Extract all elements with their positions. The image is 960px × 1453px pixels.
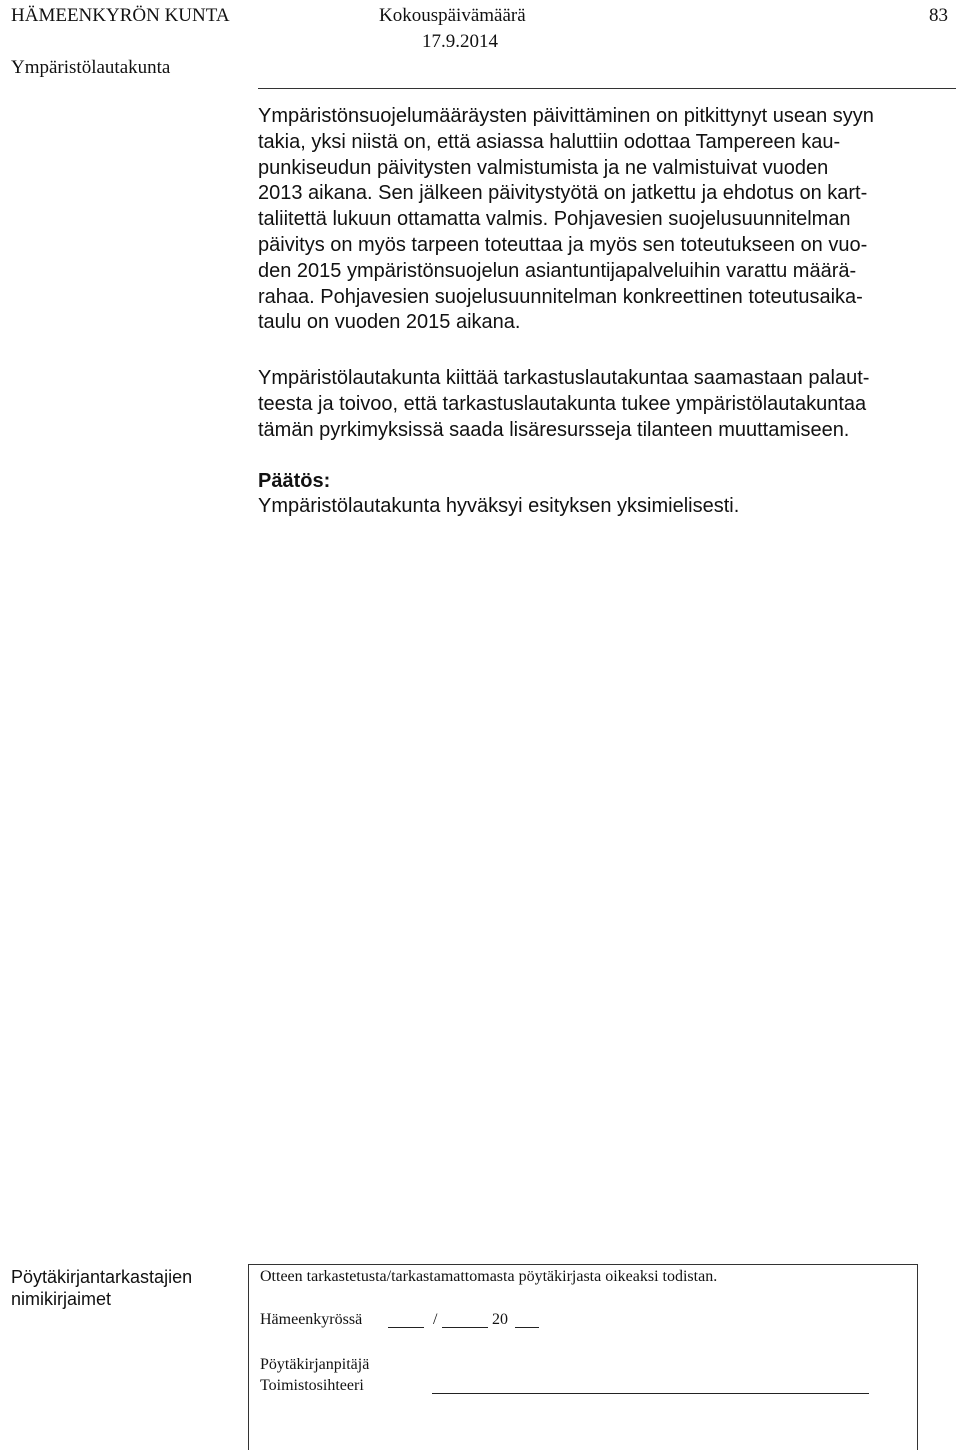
initials-label (11, 1266, 192, 1310)
initials-label-line: Pöytäkirjantarkastajien (11, 1267, 193, 1287)
decision-text: Ympäristölautakunta hyväksyi esityksen yksimielisesti. (258, 495, 740, 517)
date-separator: / (433, 1311, 438, 1328)
secretary-title: Toimistosihteeri (260, 1377, 364, 1394)
paragraph-line: rahaa. Pohjavesien suojelusuunnitelman konkreettinen toteutusaika- (258, 285, 863, 308)
initials-label-line: nimikirjaimet (11, 1289, 112, 1309)
paragraph-line: 2013 aikana. Sen jälkeen päivitystyötä on jatkettu ja ehdotus on kart- (258, 182, 868, 205)
meeting-date-label: Kokouspäivämäärä (379, 5, 526, 26)
paragraph-1 (258, 104, 958, 336)
certification-text: Otteen tarkastetusta/tarkastamattomasta pöytäkirjasta oikeaksi todistan. (260, 1268, 718, 1285)
paragraph-line: päivitys on myös tarpeen toteuttaa ja myös sen toteutukseen on vuo- (258, 233, 868, 256)
paragraph-line: Ympäristölautakunta kiittää tarkastuslautakuntaa saamastaan palaut- (258, 367, 870, 389)
year-blank (515, 1326, 539, 1328)
paragraph-line: Ympäristönsuojelumääräysten päivittäminen on pitkittynyt usean syyn (258, 105, 874, 127)
month-blank (442, 1326, 488, 1328)
organization-name: HÄMEENKYRÖN KUNTA (11, 5, 230, 26)
certification-box (248, 1264, 918, 1450)
secretary-label: Pöytäkirjanpitäjä (260, 1356, 370, 1373)
day-blank (388, 1326, 424, 1328)
meeting-date: 17.9.2014 (422, 31, 498, 52)
decision-heading: Päätös: (258, 470, 331, 492)
header-divider (258, 88, 956, 89)
paragraph-line: tämän pyrkimyksissä saada lisäresursseja tilanteen muuttamiseen. (258, 418, 850, 441)
paragraph-line: taliitettä lukuun ottamatta valmis. Pohjavesien suojelusuunnitelman (258, 208, 851, 231)
paragraph-2 (258, 366, 958, 443)
paragraph-line: teesta ja toivoo, että tarkastuslautakunta tukee ympäristölautakuntaa (258, 392, 867, 415)
paragraph-line: taulu on vuoden 2015 aikana. (258, 311, 521, 334)
paragraph-line: punkiseudun päivitysten valmistumista ja ne valmistuivat vuoden (258, 156, 829, 179)
board-name: Ympäristölautakunta (11, 57, 171, 78)
signature-line (432, 1392, 869, 1394)
year-prefix: 20 (492, 1311, 508, 1328)
paragraph-line: takia, yksi niistä on, että asiassa haluttiin odottaa Tampereen kau- (258, 130, 841, 153)
paragraph-line: den 2015 ympäristönsuojelun asiantuntijapalveluihin varattu määrä- (258, 259, 857, 282)
page-number: 83 (929, 5, 948, 26)
place-label: Hämeenkyrössä (260, 1311, 363, 1328)
